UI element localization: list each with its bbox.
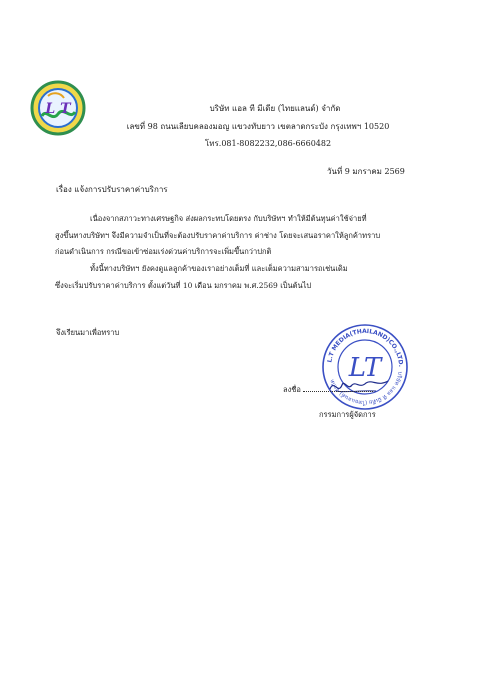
company-seal [320,322,410,412]
seal-monogram: LT [348,353,382,383]
body-line-1: เนื่องจากสภาวะทางเศรษฐกิจ ส่งผลกระทบโดยตรง กับบริษัทฯ ทำให้มีต้นทุนค่าใช้จ่ายที่ [90,214,367,223]
body-line-4: ทั้งนี้ทางบริษัทฯ ยังคงดูแลลูกค้าของเราอย่างเต็มที่ และเต็มความสามารถเช่นเดิม [90,264,348,273]
body-line-3: ก่อนดำเนินการ กรณีขอเข้าซ่อมเร่งด่วนค่าบริการจะเพิ่มขึ้นกว่าปกติ [55,247,272,256]
seal-text-th: บริษัท แอล ที มีเดีย (ไทยแลนด์) จำกัด [329,370,403,406]
company-address: เลขที่ 98 ถนนเลียบคลองมอญ แขวงทับยาว เขตลาดกระบัง กรุงเทพฯ 10520 [126,122,390,131]
body-line-5: ซึ่งจะเริ่มปรับราคาค่าบริการ ตั้งแต่วันที่ 10 เดือน มกราคม พ.ศ.2569 เป็นต้นไป [55,281,312,290]
letter-subject: เรื่อง แจ้งการปรับราคาค่าบริการ [56,185,168,194]
letter-date: วันที่ 9 มกราคม 2569 [327,167,405,176]
sign-label: ลงชื่อ [283,385,301,394]
body-line-2: สูงขึ้นทางบริษัทฯ จึงมีความจำเป็นที่จะต้องปรับราคาค่าบริการ ค่าช่าง โดยจะเสนอราคาให้ลูกค้าทราบ [55,231,381,240]
signer-title: กรรมการผู้จัดการ [319,410,376,419]
logo-monogram: L T [45,101,71,117]
signature-line [283,383,373,396]
company-phone: โทร.081-8082232,086-6660482 [204,139,332,148]
seal-text-en: L.T MEDIA(THAILAND)CO.,LTD. [326,327,405,368]
letter-closing: จึงเรียนมาเพื่อทราบ [56,328,120,337]
company-name: บริษัท แอล ที มีเดีย (ไทยแลนด์) จำกัด [209,104,341,113]
sign-dotted-line [303,383,373,392]
